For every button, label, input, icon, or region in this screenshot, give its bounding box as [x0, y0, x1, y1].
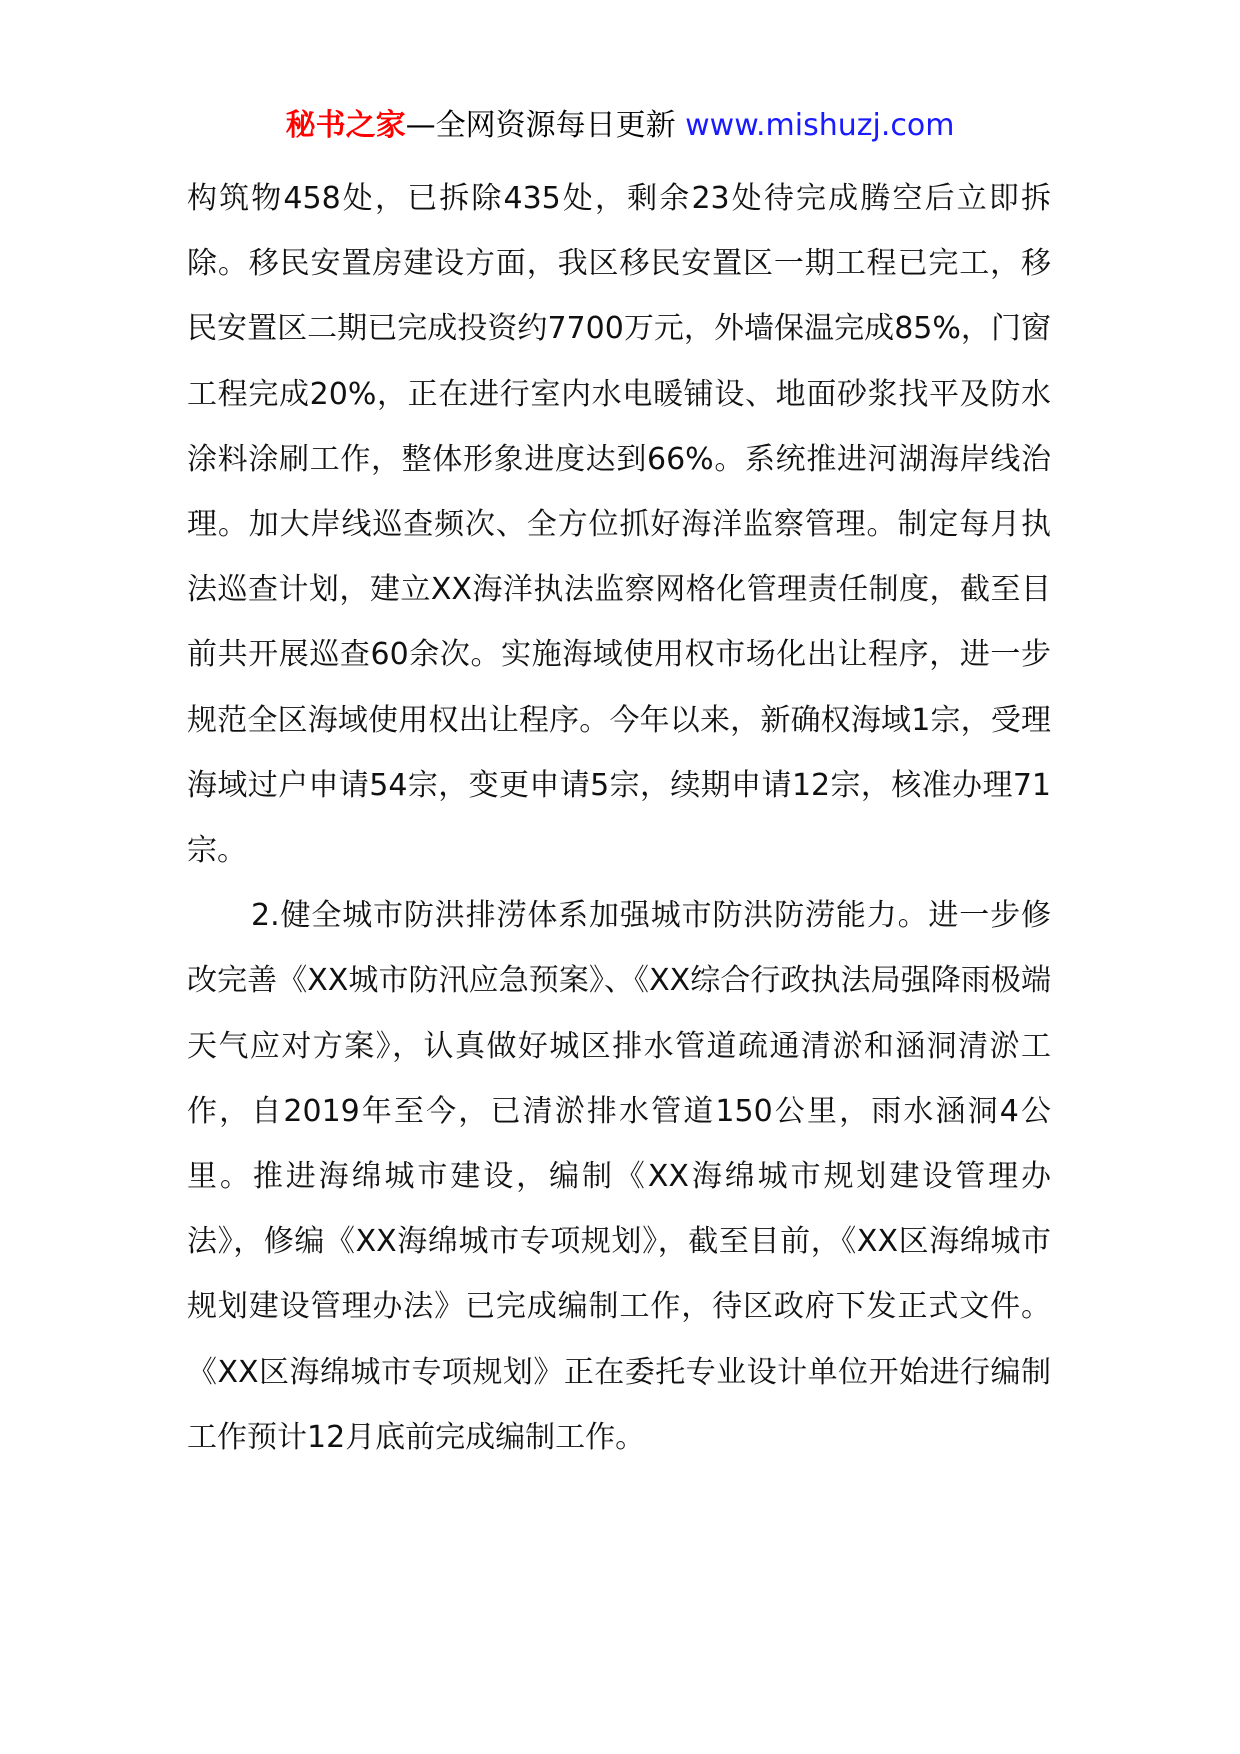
body-paragraph-1: 构筑物458处，已拆除435处，剩余23处待完成腾空后立即拆除。移民安置房建设方面，我区移民安置区一期工程已完工，移民安置区二期已完成投资约7700万元，外墙保温完成85%，门窗工程完成20%，正在进行室内水电暖铺设、地面砂浆找平及防水涂料涂刷工作，整体形象进度达到66%。系统推进河湖海岸线治理。加大岸线巡查频次、全方位抓好海洋监察管理。制定每月执法巡查计划，建立XX海洋执法监察网格化管理责任制度，截至目前共开展巡查60余次。实施海域使用权市场化出让程序，进一步规范全区海域使用权出让程序。今年以来，新确权海域1宗，受理海域过户申请54宗，变更申请5宗，续期申请12宗，核准办理71宗。	[187, 181, 1051, 869]
body-paragraph-2: 2.健全城市防洪排涝体系加强城市防洪防涝能力。进一步修改完善《XX城市防汛应急预案》、《XX综合行政执法局强降雨极端天气应对方案》，认真做好城区排水管道疏通清淤和涵洞清淤工作，自2019年至今，已清淤排水管道150公里，雨水涵洞4公里。推进海绵城市建设，编制《XX海绵城市规划建设管理办法》，修编《XX海绵城市专项规划》，截至目前，《XX区海绵城市规划建设管理办法》已完成编制工作，待区政府下发正式文件。《XX区海绵城市专项规划》正在委托专业设计单位开始进行编制工作预计12月底前完成编制工作。	[187, 898, 1051, 1455]
site-url-link[interactable]: www.mishuzj.com	[685, 108, 955, 143]
brand-name: 秘书之家	[285, 108, 406, 143]
header-tagline: —全网资源每日更新	[405, 108, 676, 143]
page-header	[0, 106, 1240, 146]
document-body	[187, 166, 1051, 1470]
